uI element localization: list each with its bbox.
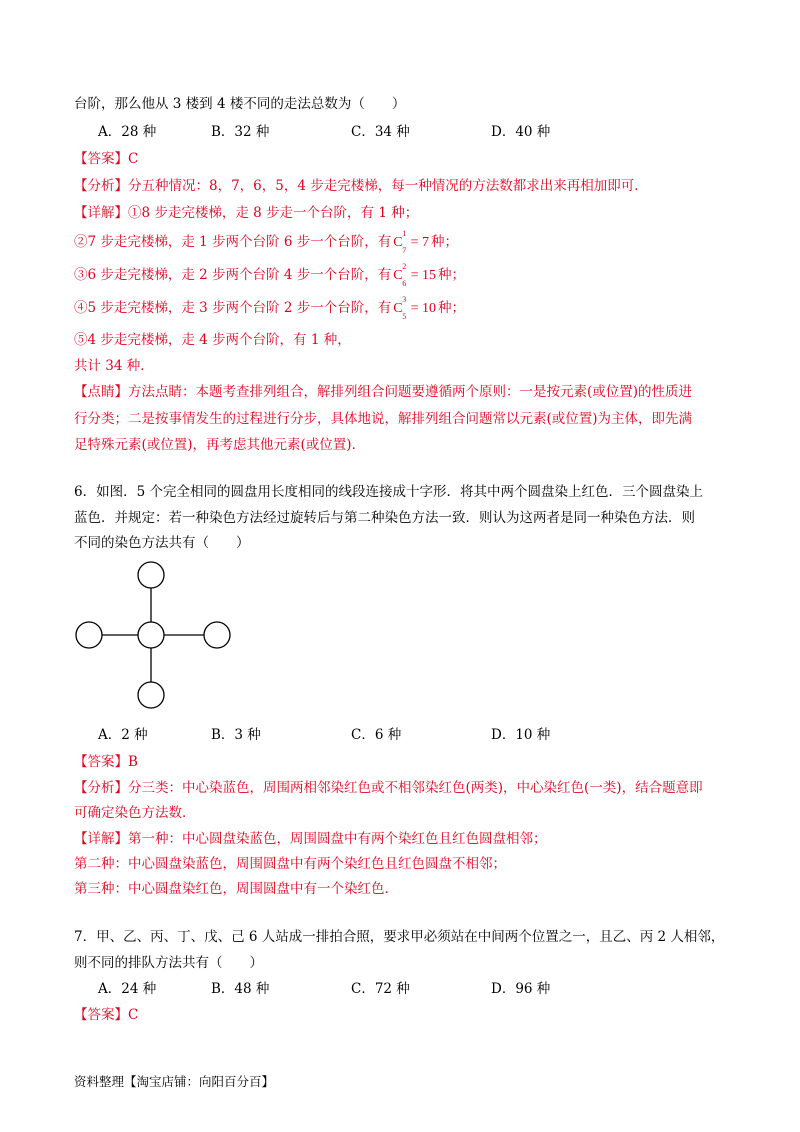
q5-case-3: ③6 步走完楼梯，走 2 步两个台阶 4 步一个台阶，有 C 2 6 = 15 种； (74, 262, 465, 288)
q6-detail-line-1: 【详解】第一种：中心圆盘染蓝色，周围圆盘中有两个染红色且红色圆盘相邻； (74, 831, 547, 847)
q5-comment-line-1: 【点睛】方法点睛：本题考查排列组合，解排列组合问题要遵循两个原则：一是按元素(或位置)的性质进 (74, 384, 693, 400)
q7-stem-line-2: 则不同的排队方法共有（ ） (74, 955, 263, 971)
q6-option-b: B．3 种 (211, 727, 261, 743)
disk-right (204, 622, 230, 648)
q5-option-b: B．32 种 (211, 124, 270, 140)
q5-case-4: ④5 步走完楼梯，走 3 步两个台阶 2 步一个台阶，有 C 3 5 = 10 种； (74, 295, 465, 321)
disk-left (76, 622, 102, 648)
q7-option-d: D．96 种 (491, 981, 551, 997)
q6-analysis-line-1: 【分析】分三类：中心染蓝色，周围两相邻染红色或不相邻染红色(两类)，中心染红色(一类)，结合题意即 (74, 780, 703, 796)
q7-stem-line-1: 7．甲、乙、丙、丁、戊、己 6 人站成一排拍合照，要求甲必须站在中间两个位置之一，且乙、丙 2 人相邻， (74, 929, 725, 945)
q6-option-a: A．2 种 (98, 727, 148, 743)
q6-option-d: D．10 种 (491, 727, 551, 743)
q5-option-c: C．34 种 (351, 124, 410, 140)
q6-stem-line-3: 不同的染色方法共有（ ） (74, 535, 250, 551)
q6-analysis-line-2: 可确定染色方法数． (74, 805, 196, 821)
q6-detail-line-3: 第三种：中心圆盘染红色，周围圆盘中有一个染红色． (74, 881, 398, 897)
q7-option-b: B．48 种 (211, 981, 270, 997)
q6-detail-line-2: 第二种：中心圆盘染蓝色，周围圆盘中有两个染红色且红色圆盘不相邻； (74, 856, 506, 872)
q5-analysis: 【分析】分五种情况：8，7，6，5，4 步走完楼梯，每一种情况的方法数都求出来再相加即可． (74, 178, 648, 194)
q5-option-d: D．40 种 (491, 124, 551, 140)
q5-case-2: ②7 步走完楼梯，走 1 步两个台阶 6 步一个台阶，有 C 1 7 = 7 种； (74, 229, 458, 255)
q6-stem-line-1: 6．如图．5 个完全相同的圆盘用长度相同的线段连接成十字形．将其中两个圆盘染上红色．三个圆盘染上 (74, 484, 703, 500)
combination-formula: C 3 5 = 10 (393, 295, 436, 321)
disk-center (138, 622, 164, 648)
q5-answer: 【答案】C (74, 151, 139, 167)
q5-comment-line-2: 行分类；二是按事情发生的过程进行分步，具体地说，解排列组合问题常以元素(或位置)为主体，即先满 (74, 411, 693, 427)
combination-formula: C 1 7 = 7 (393, 229, 429, 255)
q5-case-5: ⑤4 步走完楼梯，走 4 步两个台阶，有 1 种， (74, 332, 351, 348)
combination-formula: C 2 6 = 15 (393, 262, 436, 288)
q6-answer: 【答案】B (74, 754, 138, 770)
q6-option-c: C．6 种 (351, 727, 402, 743)
q5-stem: 台阶，那么他从 3 楼到 4 楼不同的走法总数为（ ） (74, 96, 406, 112)
q6-stem-line-2: 蓝色．并规定：若一种染色方法经过旋转后与第二种染色方法一致．则认为这两者是同一种染色方法．则 (74, 510, 695, 526)
page-footer: 资料整理【淘宝店铺：向阳百分百】 (74, 1074, 275, 1089)
q5-detail: 【详解】①8 步走完楼梯，走 8 步走一个台阶，有 1 种； (74, 205, 419, 221)
q5-total: 共计 34 种． (74, 358, 154, 374)
q7-answer: 【答案】C (74, 1007, 139, 1023)
q5-comment-line-3: 足特殊元素(或位置)，再考虑其他元素(或位置)． (74, 437, 366, 453)
cross-disk-figure (70, 555, 240, 715)
disk-bottom (138, 682, 164, 708)
disk-top (138, 562, 164, 588)
q7-option-a: A．24 种 (98, 981, 157, 997)
q7-option-c: C．72 种 (351, 981, 410, 997)
q5-option-a: A．28 种 (98, 124, 157, 140)
